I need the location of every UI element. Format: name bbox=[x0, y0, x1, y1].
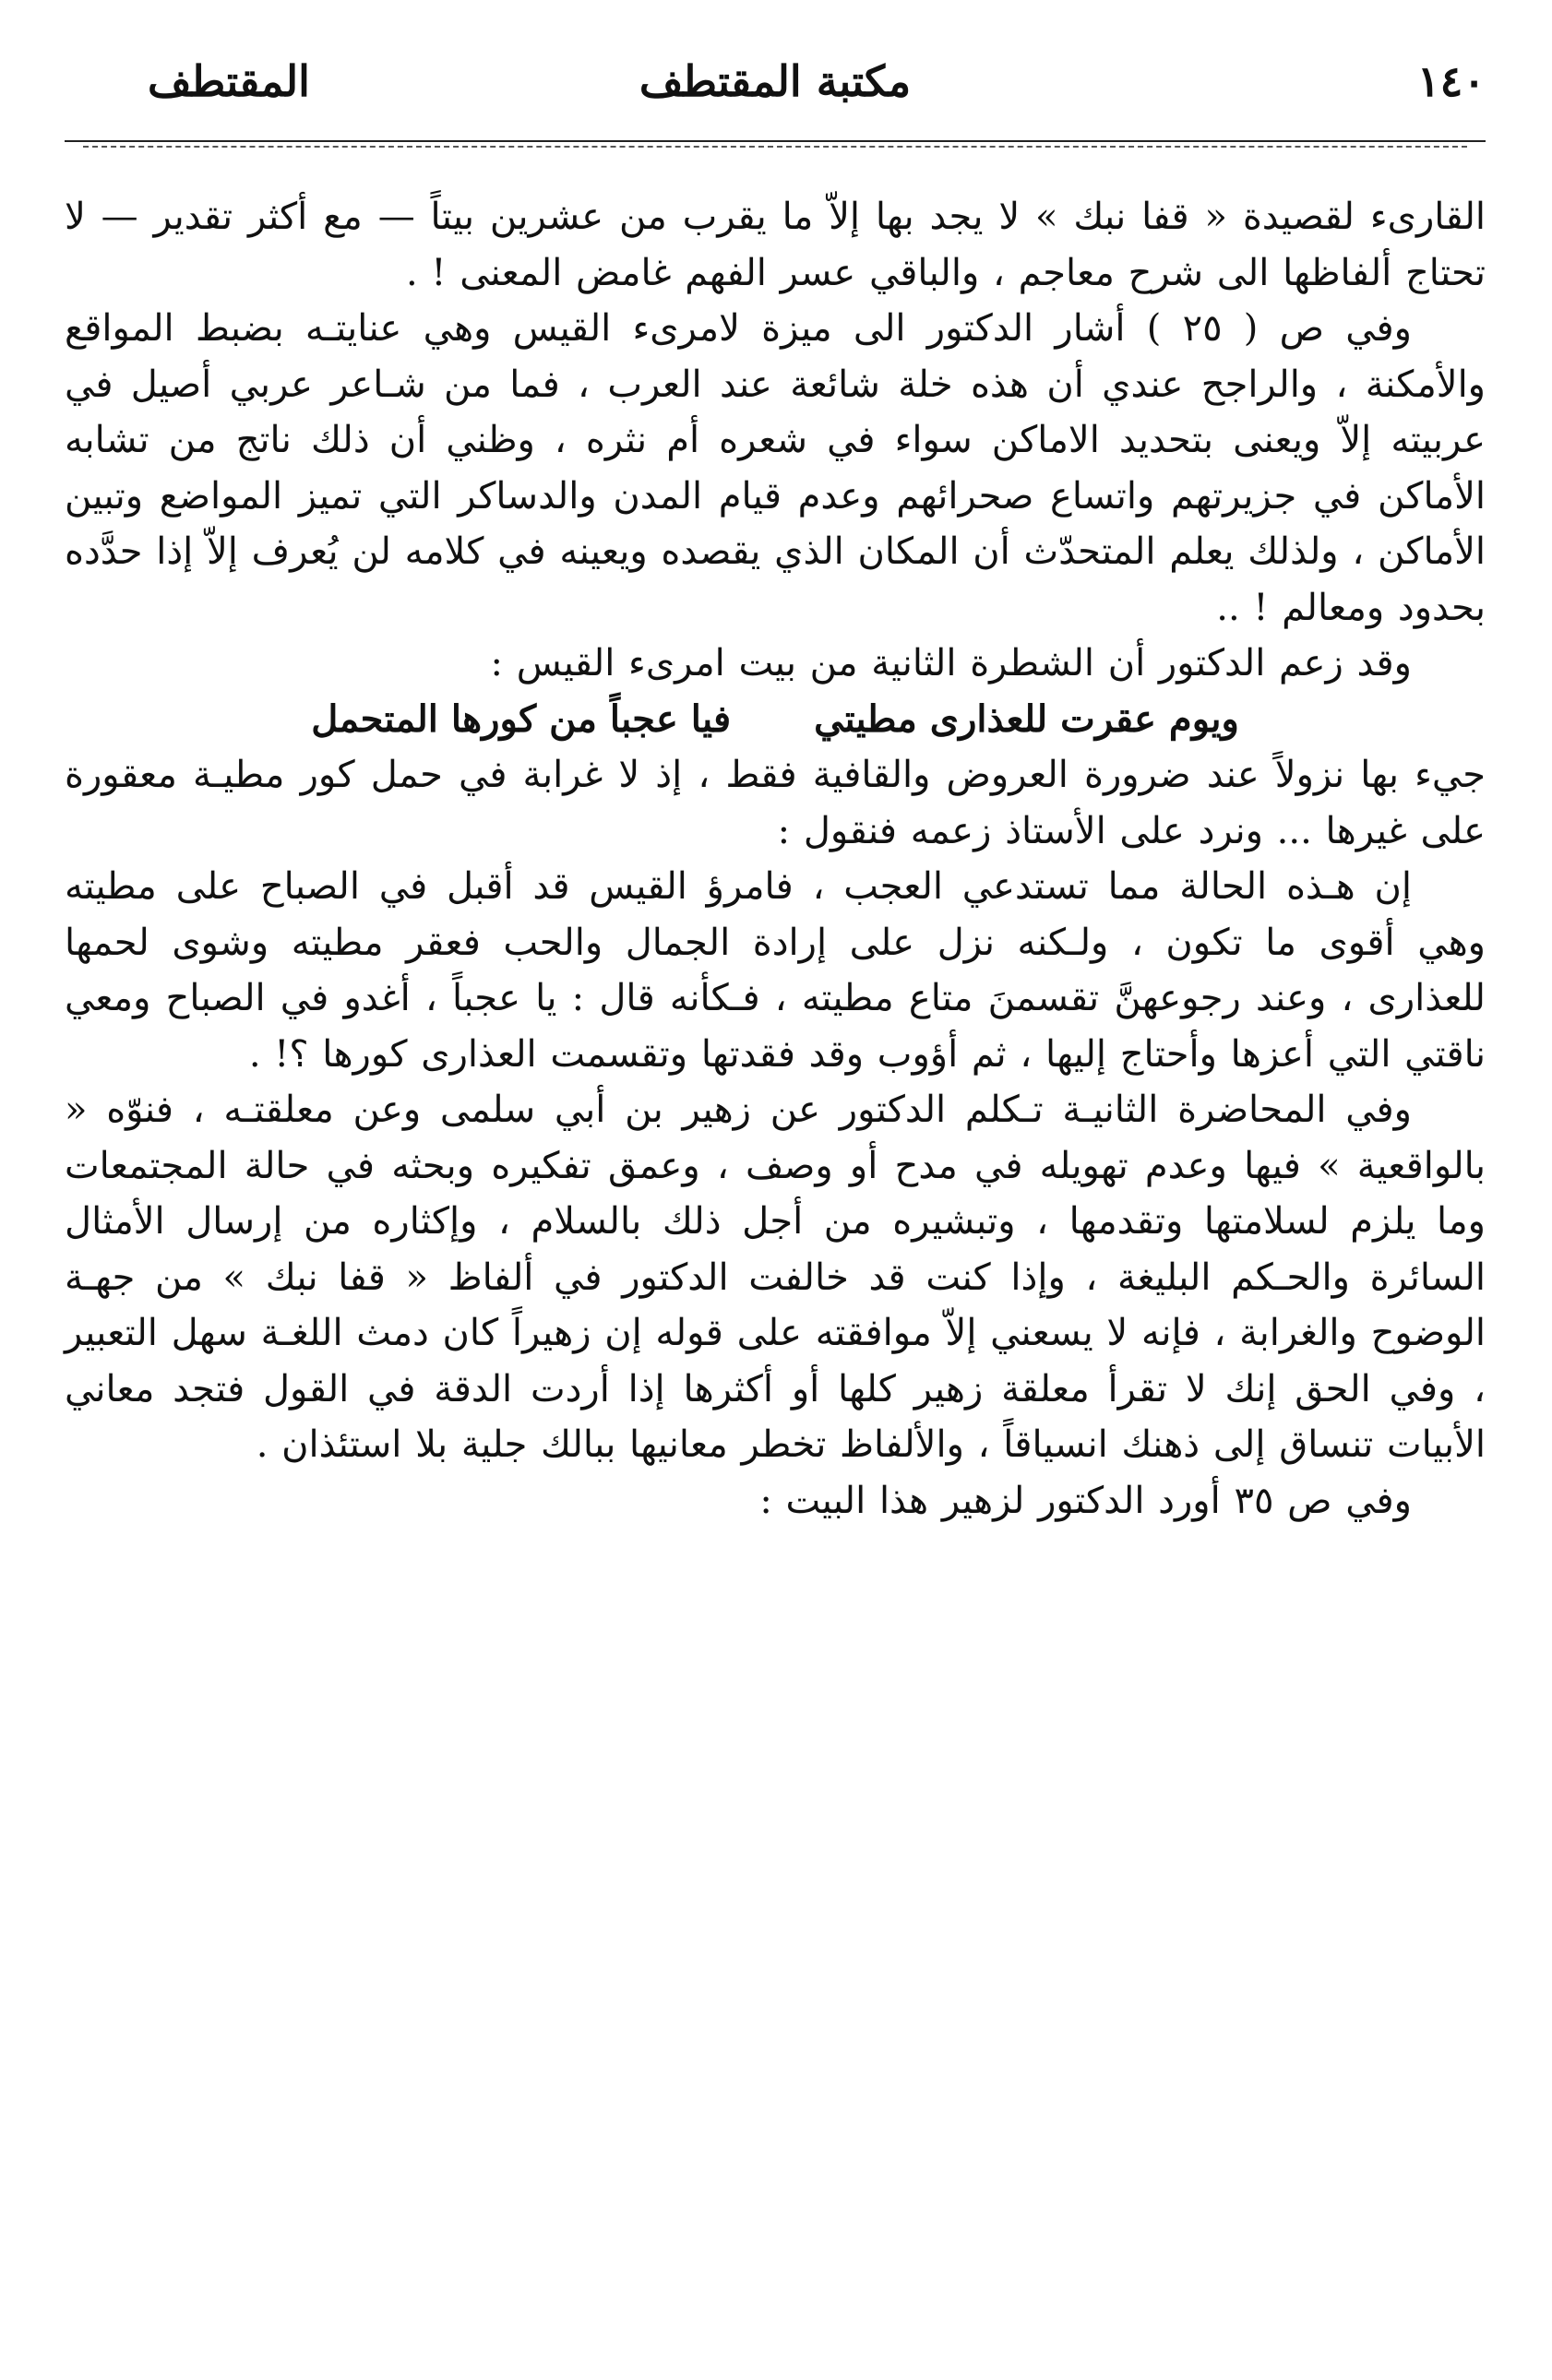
book-title: مكتبة المقتطف bbox=[639, 56, 912, 106]
header-rule bbox=[65, 140, 1486, 142]
running-header bbox=[65, 37, 1486, 120]
paragraph-7: وفي ص ٣٥ أورد الدكتور لزهير هذا البيت : bbox=[759, 1479, 1412, 1522]
paragraph-2: وفي ص ( ٢٥ ) أشار الدكتور الى ميزة لامرىء القيس وهي عنايتـه بضبط المواقع والأمكنة ، والراجح عندي أن هذه خلة شائعة عند العرب ، فما من شـاعر عربي أصيل في عربيته إلاّ ويعنى بتحديد الاماكن سواء في شعره أم نثره ، وظني أن ذلك ناتج من تشابه الأماكن في جزيرتهم واتساع صحرائهم وعدم قيام المدن والدساكر التي تميز المواضع وتبين الأماكن ، ولذلك يعلم المتحدّث أن المكان الذي يقصده ويعينه في كلامه لن يُعرف إلاّ إذا حدَّده بحدود ومعالم ! .. bbox=[65, 307, 1486, 629]
page-body bbox=[65, 189, 1486, 1529]
verse-line bbox=[65, 692, 1486, 748]
journal-name: المقتطف bbox=[148, 56, 310, 106]
paragraph-3: وقد زعم الدكتور أن الشطرة الثانية من بيت امرىء القيس : bbox=[490, 642, 1412, 684]
verse-first-hemistich: ويوم عقرت للعذارى مطيتي bbox=[814, 696, 1239, 741]
book-page bbox=[65, 37, 1486, 2343]
paragraph-4: جيء بها نزولاً عند ضرورة العروض والقافية فقط ، إذ لا غرابة في حمل كور مطيـة معقورة على غيرها ... ونرد على الأستاذ زعمه فنقول : bbox=[65, 754, 1486, 852]
verse-second-hemistich: فيا عجباً من كورها المتحمل bbox=[311, 696, 732, 741]
header-dashed-rule bbox=[83, 146, 1467, 148]
paragraph-6: وفي المحاضرة الثانيـة تـكلم الدكتور عن زهير بن أبي سلمى وعن معلقتـه ، فنوّه « بالواقعية » فيها وعدم تهويله في مدح أو وصف ، وعمق تفكيره وبحثه في حالة المجتمعات وما يلزم لسلامتها وتقدمها ، وتبشيره من أجل ذلك بالسلام ، وإكثاره من إرسال الأمثال السائرة والحـكم البليغة ، وإذا كنت قد خالفت الدكتور في ألفاظ « قفا نبك » من جهـة الوضوح والغرابة ، فإنه لا يسعني إلاّ موافقته على قوله إن زهيراً كان دمث اللغـة سهل التعبير ، وفي الحق إنك لا تقرأ معلقة زهير كلها أو أكثرها إذا أردت الدقة في القول فتجد معاني الأبيات تنساق إلى ذهنك انسياقاً ، والألفاظ تخطر معانيها ببالك جلية بلا استئذان . bbox=[65, 1089, 1486, 1466]
page-number: ١٤٠ bbox=[1416, 56, 1486, 106]
paragraph-5: إن هـذه الحالة مما تستدعي العجب ، فامرؤ القيس قد أقبل في الصباح على مطيته وهي أقوى ما تكون ، ولـكنه نزل على إرادة الجمال والحب فعقر مطيته وشوى لحمها للعذارى ، وعند رجوعهنَّ تقسمنَ متاع مطيته ، فـكأنه قال : يا عجباً ، أغدو في الصباح ومعي ناقتي التي أعزها وأحتاج إليها ، ثم أؤوب وقد فقدتها وتقسمت العذارى كورها ؟! . bbox=[65, 865, 1486, 1076]
paragraph-1: القارىء لقصيدة « قفا نبك » لا يجد بها إلاّ ما يقرب من عشرين بيتاً — مع أكثر تقدير — لا تحتاج ألفاظها الى شرح معاجم ، والباقي عسر الفهم غامض المعنى ! . bbox=[65, 196, 1486, 294]
